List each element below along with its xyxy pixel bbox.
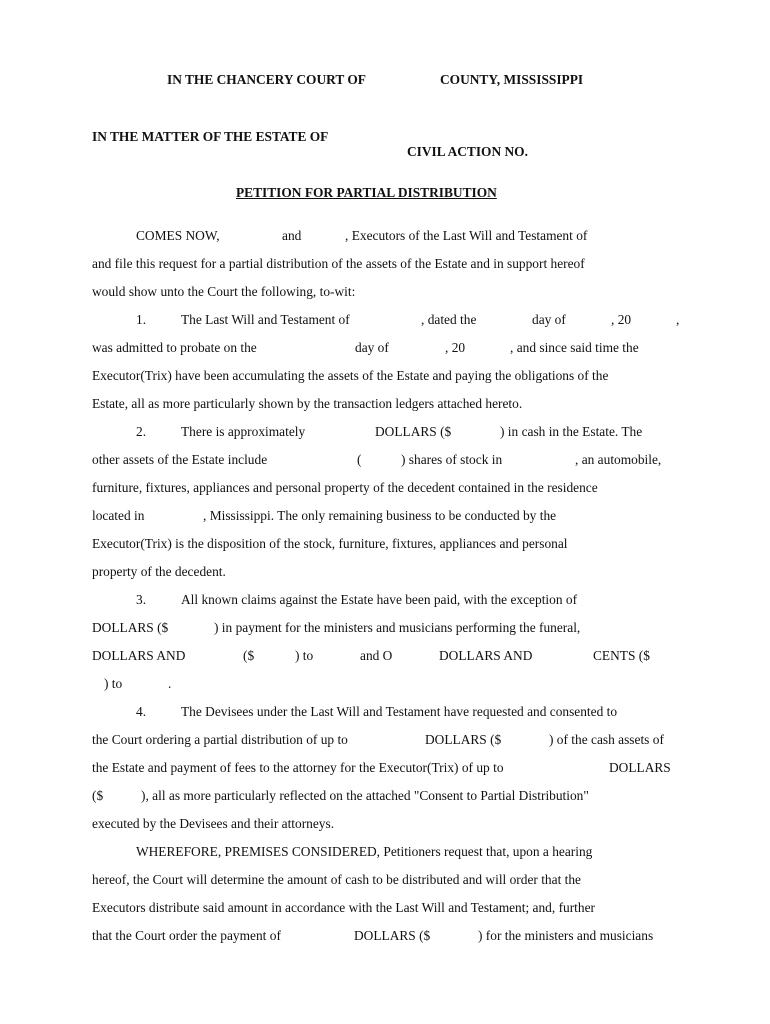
p3-line2-b: ) in payment for the ministers and musicians performing the funeral,: [214, 620, 581, 635]
p2-number: 2.: [136, 424, 147, 439]
p3-line3-f: CENTS ($: [593, 648, 650, 663]
p2-text-c: ) in cash in the Estate. The: [500, 424, 643, 439]
p4-line2-b: DOLLARS ($: [425, 732, 502, 747]
estate-matter-heading: IN THE MATTER OF THE ESTATE OF: [92, 129, 329, 144]
p3-line2-a: DOLLARS ($: [92, 620, 169, 635]
p1-text-d: , 20: [611, 312, 632, 327]
intro-line-3: would show unto the Court the following, to-wit:: [92, 284, 356, 299]
wherefore-line4-b: DOLLARS ($: [354, 928, 431, 943]
intro-comes-now: COMES NOW,: [136, 228, 220, 243]
p3-line4-b: .: [168, 676, 172, 691]
p1-text-b: , dated the: [421, 312, 477, 327]
p1-line4: Estate, all as more particularly shown by the transaction ledgers attached hereto.: [92, 396, 523, 411]
document-title: PETITION FOR PARTIAL DISTRIBUTION: [236, 185, 497, 200]
p2-line4-a: located in: [92, 508, 145, 523]
intro-line-2: and file this request for a partial distribution of the assets of the Estate and in support hereof: [92, 256, 585, 271]
p4-text-a: The Devisees under the Last Will and Testament have requested and consented to: [181, 704, 618, 719]
wherefore-line3: Executors distribute said amount in accordance with the Last Will and Testament; and, further: [92, 900, 596, 915]
p2-text-b: DOLLARS ($: [375, 424, 452, 439]
p2-line2-d: , an automobile,: [575, 452, 662, 467]
p3-line3-a: DOLLARS AND: [92, 648, 186, 663]
wherefore-line4-c: ) for the ministers and musicians: [478, 928, 654, 943]
court-heading-left: IN THE CHANCERY COURT OF: [167, 72, 366, 87]
p4-line3-b: DOLLARS: [609, 760, 671, 775]
p3-line3-d: and O: [360, 648, 393, 663]
p4-line2-a: the Court ordering a partial distribution of up to: [92, 732, 348, 747]
p3-line3-b: ($: [243, 648, 255, 663]
p4-line4-a: ($: [92, 788, 104, 803]
p1-line3: Executor(Trix) have been accumulating the assets of the Estate and paying the obligations of the: [92, 368, 609, 383]
p3-line3-c: ) to: [295, 648, 314, 663]
p2-line6: property of the decedent.: [92, 564, 226, 579]
p2-line2-a: other assets of the Estate include: [92, 452, 268, 467]
p2-line2-b: (: [357, 452, 362, 467]
p2-line3: furniture, fixtures, appliances and personal property of the decedent contained in the residence: [92, 480, 598, 495]
p1-text-a: The Last Will and Testament of: [181, 312, 350, 327]
p1-line2-a: was admitted to probate on the: [92, 340, 257, 355]
p1-line2-b: day of: [355, 340, 389, 355]
p1-text-c: day of: [532, 312, 566, 327]
wherefore-line4-a: that the Court order the payment of: [92, 928, 281, 943]
intro-and: and: [282, 228, 302, 243]
wherefore-line1: WHEREFORE, PREMISES CONSIDERED, Petitioners request that, upon a hearing: [136, 844, 593, 859]
p1-number: 1.: [136, 312, 147, 327]
p1-line2-d: , and since said time the: [510, 340, 639, 355]
p4-line5: executed by the Devisees and their attorneys.: [92, 816, 335, 831]
civil-action-label: CIVIL ACTION NO.: [407, 144, 528, 159]
p2-line4-b: , Mississippi. The only remaining business to be conducted by the: [203, 508, 557, 523]
p1-text-e: ,: [676, 312, 680, 327]
p3-number: 3.: [136, 592, 147, 607]
p2-text-a: There is approximately: [181, 424, 306, 439]
p4-line2-c: ) of the cash assets of: [549, 732, 664, 747]
p3-line3-e: DOLLARS AND: [439, 648, 533, 663]
p2-line2-c: ) shares of stock in: [401, 452, 503, 467]
intro-executors: , Executors of the Last Will and Testament of: [345, 228, 588, 243]
p3-text-a: All known claims against the Estate have been paid, with the exception of: [181, 592, 578, 607]
p4-number: 4.: [136, 704, 147, 719]
wherefore-line2: hereof, the Court will determine the amount of cash to be distributed and will order that the: [92, 872, 581, 887]
p3-line4-a: ) to: [104, 676, 123, 691]
p1-line2-c: , 20: [445, 340, 466, 355]
p4-line4-b: ), all as more particularly reflected on the attached "Consent to Partial Distribution": [141, 788, 589, 803]
p2-line5: Executor(Trix) is the disposition of the stock, furniture, fixtures, appliances and personal: [92, 536, 568, 551]
p4-line3-a: the Estate and payment of fees to the attorney for the Executor(Trix) of up to: [92, 760, 504, 775]
court-heading-right: COUNTY, MISSISSIPPI: [440, 72, 584, 87]
